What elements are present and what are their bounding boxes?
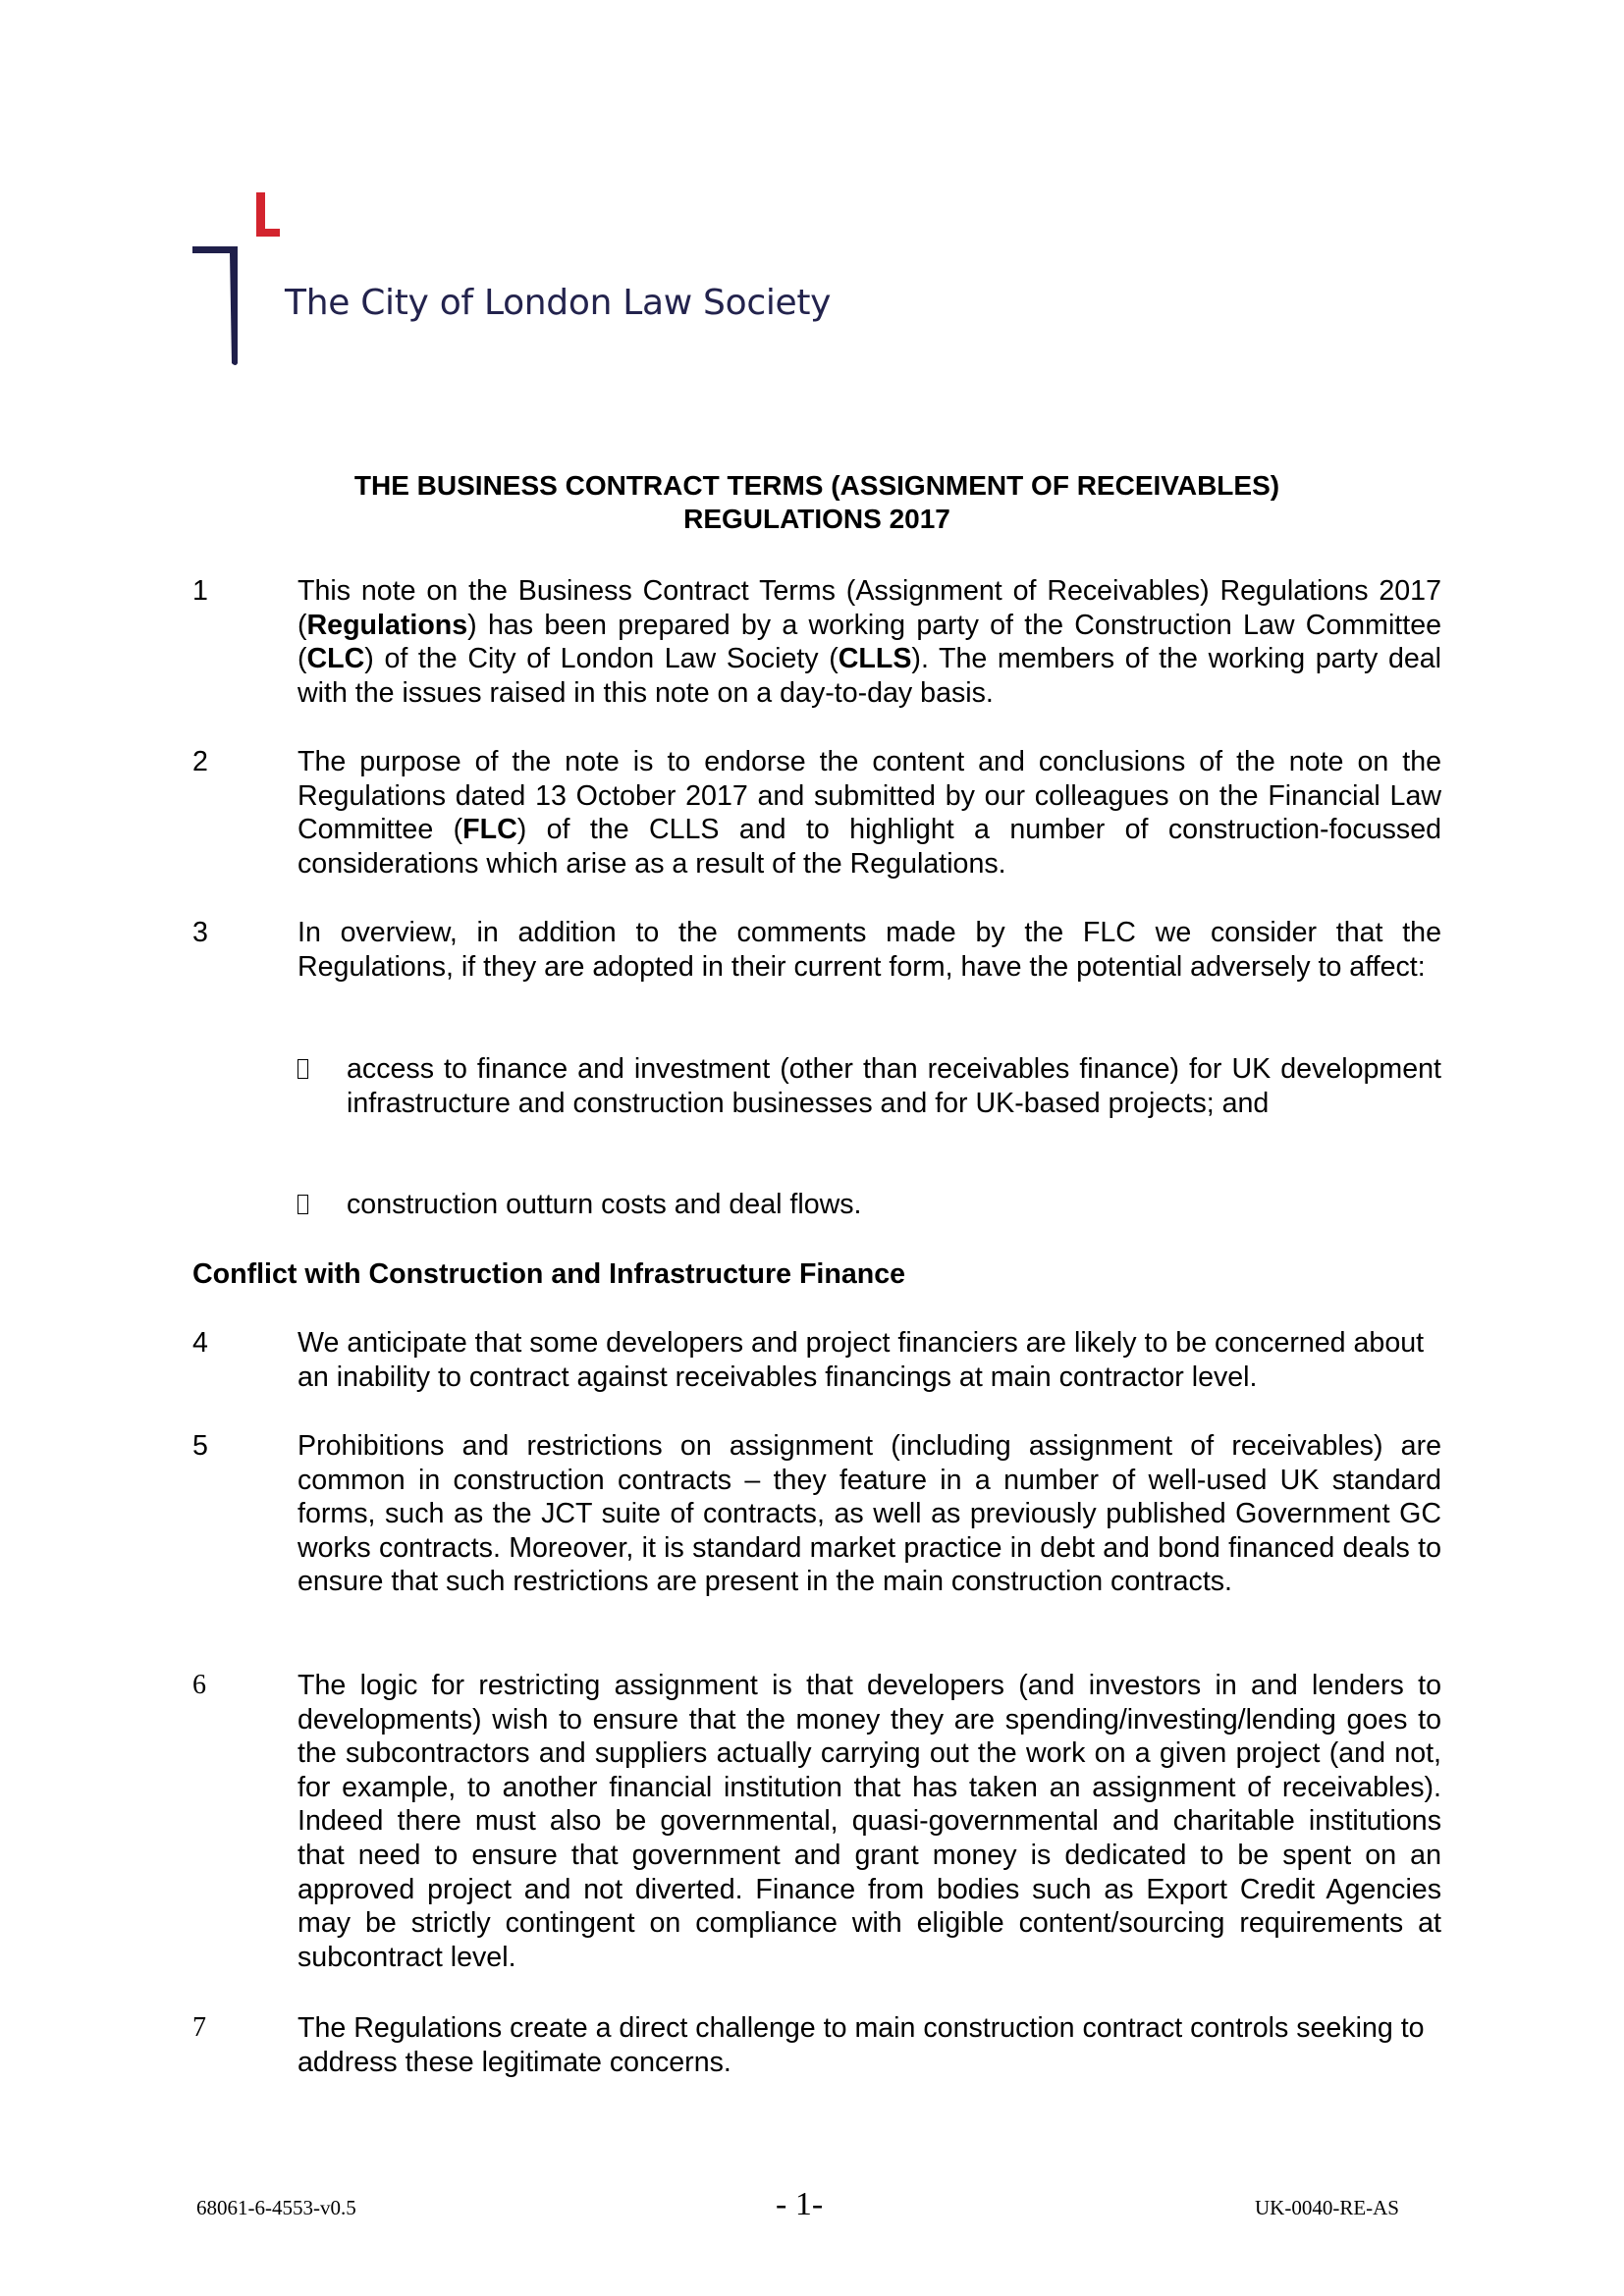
logo-text: The City of London Law Society [285, 283, 832, 323]
defined-term: CLC [306, 643, 365, 675]
bullet-glyph-icon [298, 1059, 308, 1079]
paragraph-text [298, 745, 1441, 881]
paragraph-number: 7 [192, 2012, 206, 2043]
defined-term: FLC [462, 814, 517, 846]
footer-reference: UK-0040-RE-AS [1255, 2196, 1399, 2219]
paragraph-text: We anticipate that some developers and project financiers are likely to be concerned about an inability to contract against receivables financings at main contractor level. [298, 1327, 1425, 1393]
clls-logo [192, 192, 832, 379]
bullet-item [298, 1052, 1441, 1120]
title-line-2: REGULATIONS 2017 [683, 504, 950, 534]
paragraph-text [298, 574, 1441, 710]
paragraph-number: 3 [192, 917, 208, 948]
text-run: ) of the CLLS and to highlight a number of construction-focussed considerations which arise as a result of the Regulations. [298, 814, 1441, 880]
paragraph-text: The Regulations create a direct challenge to main construction contract controls seeking to address these legitimate concerns. [298, 2012, 1425, 2078]
section-heading: Conflict with Construction and Infrastructure Finance [192, 1258, 905, 1290]
bullet-text: construction outturn costs and deal flows. [347, 1189, 862, 1220]
paragraph-2 [192, 745, 1441, 881]
paragraph-number: 5 [192, 1430, 208, 1462]
paragraph-6 [192, 1669, 1441, 1974]
footer-document-id: 68061-6-4553-v0.5 [196, 2196, 356, 2219]
text-run: The purpose of the note is to endorse the content and conclusions of the note on the Regulations dated 13 October 2017 and submitted by our colleagues on the Financial Law Committee ( [298, 746, 1441, 846]
paragraph-number: 1 [192, 575, 208, 607]
defined-term: Regulations [306, 609, 468, 641]
footer-page-number: - 1- [776, 2186, 824, 2222]
bullet-text: access to finance and investment (other than receivables finance) for UK development infrastructure and construction businesses and for UK-based projects; and [347, 1053, 1441, 1119]
paragraph-text: The logic for restricting assignment is that developers (and investors in and lenders to developments) wish to ensure that the money they are spending/investing/lending goes to the subcontractors and suppliers actually carrying out the work on a given project (and not, for example, to another financial institution that has taken an assignment of receivables). Indeed there must also be governmental, quasi-governmental and charitable institutions that need to ensure that government and grant money is dedicated to be spent on an approved project and not diverted. Finance from bodies such as Export Credit Agencies may be strictly contingent on compliance with eligible content/sourcing requirements at subcontract level. [298, 1670, 1441, 1973]
paragraph-text: In overview, in addition to the comments made by the FLC we consider that the Regulations, if they are adopted in their current form, have the potential adversely to affect: [298, 917, 1441, 983]
paragraph-5 [192, 1429, 1441, 1599]
text-run: ) has been prepared by a working party of the Construction Law Committee ( [298, 609, 1441, 675]
text-run: ) of the City of London Law Society ( [364, 643, 839, 675]
paragraph-3 [192, 916, 1441, 984]
paragraph-number: 2 [192, 746, 208, 777]
text-run: This note on the Business Contract Terms (Assignment of Receivables) Regulations 2017 ( [298, 575, 1441, 641]
paragraph-number: 4 [192, 1327, 208, 1359]
bullet-item [298, 1188, 1441, 1222]
paragraph-7 [192, 2011, 1441, 2079]
clls-cross-logo-icon [192, 192, 281, 369]
title-line-1: THE BUSINESS CONTRACT TERMS (ASSIGNMENT OF RECEIVABLES) [353, 470, 1280, 501]
bullet-glyph-icon [298, 1195, 308, 1214]
paragraph-1 [192, 574, 1441, 710]
document-title [192, 469, 1441, 536]
paragraph-number: 6 [192, 1670, 206, 1700]
paragraph-text: Prohibitions and restrictions on assignment (including assignment of receivables) are common in construction contracts – they feature in a number of well-used UK standard forms, such as the JCT suite of contracts, as well as previously published Government GC works contracts. Moreover, it is standard market practice in debt and bond financed deals to ensure that such restrictions are present in the main construction contracts. [298, 1430, 1441, 1598]
text-run: ). The members of the working party deal with the issues raised in this note on a day-to-day basis. [298, 643, 1442, 709]
defined-term: CLLS [838, 643, 912, 675]
paragraph-4 [192, 1326, 1441, 1394]
